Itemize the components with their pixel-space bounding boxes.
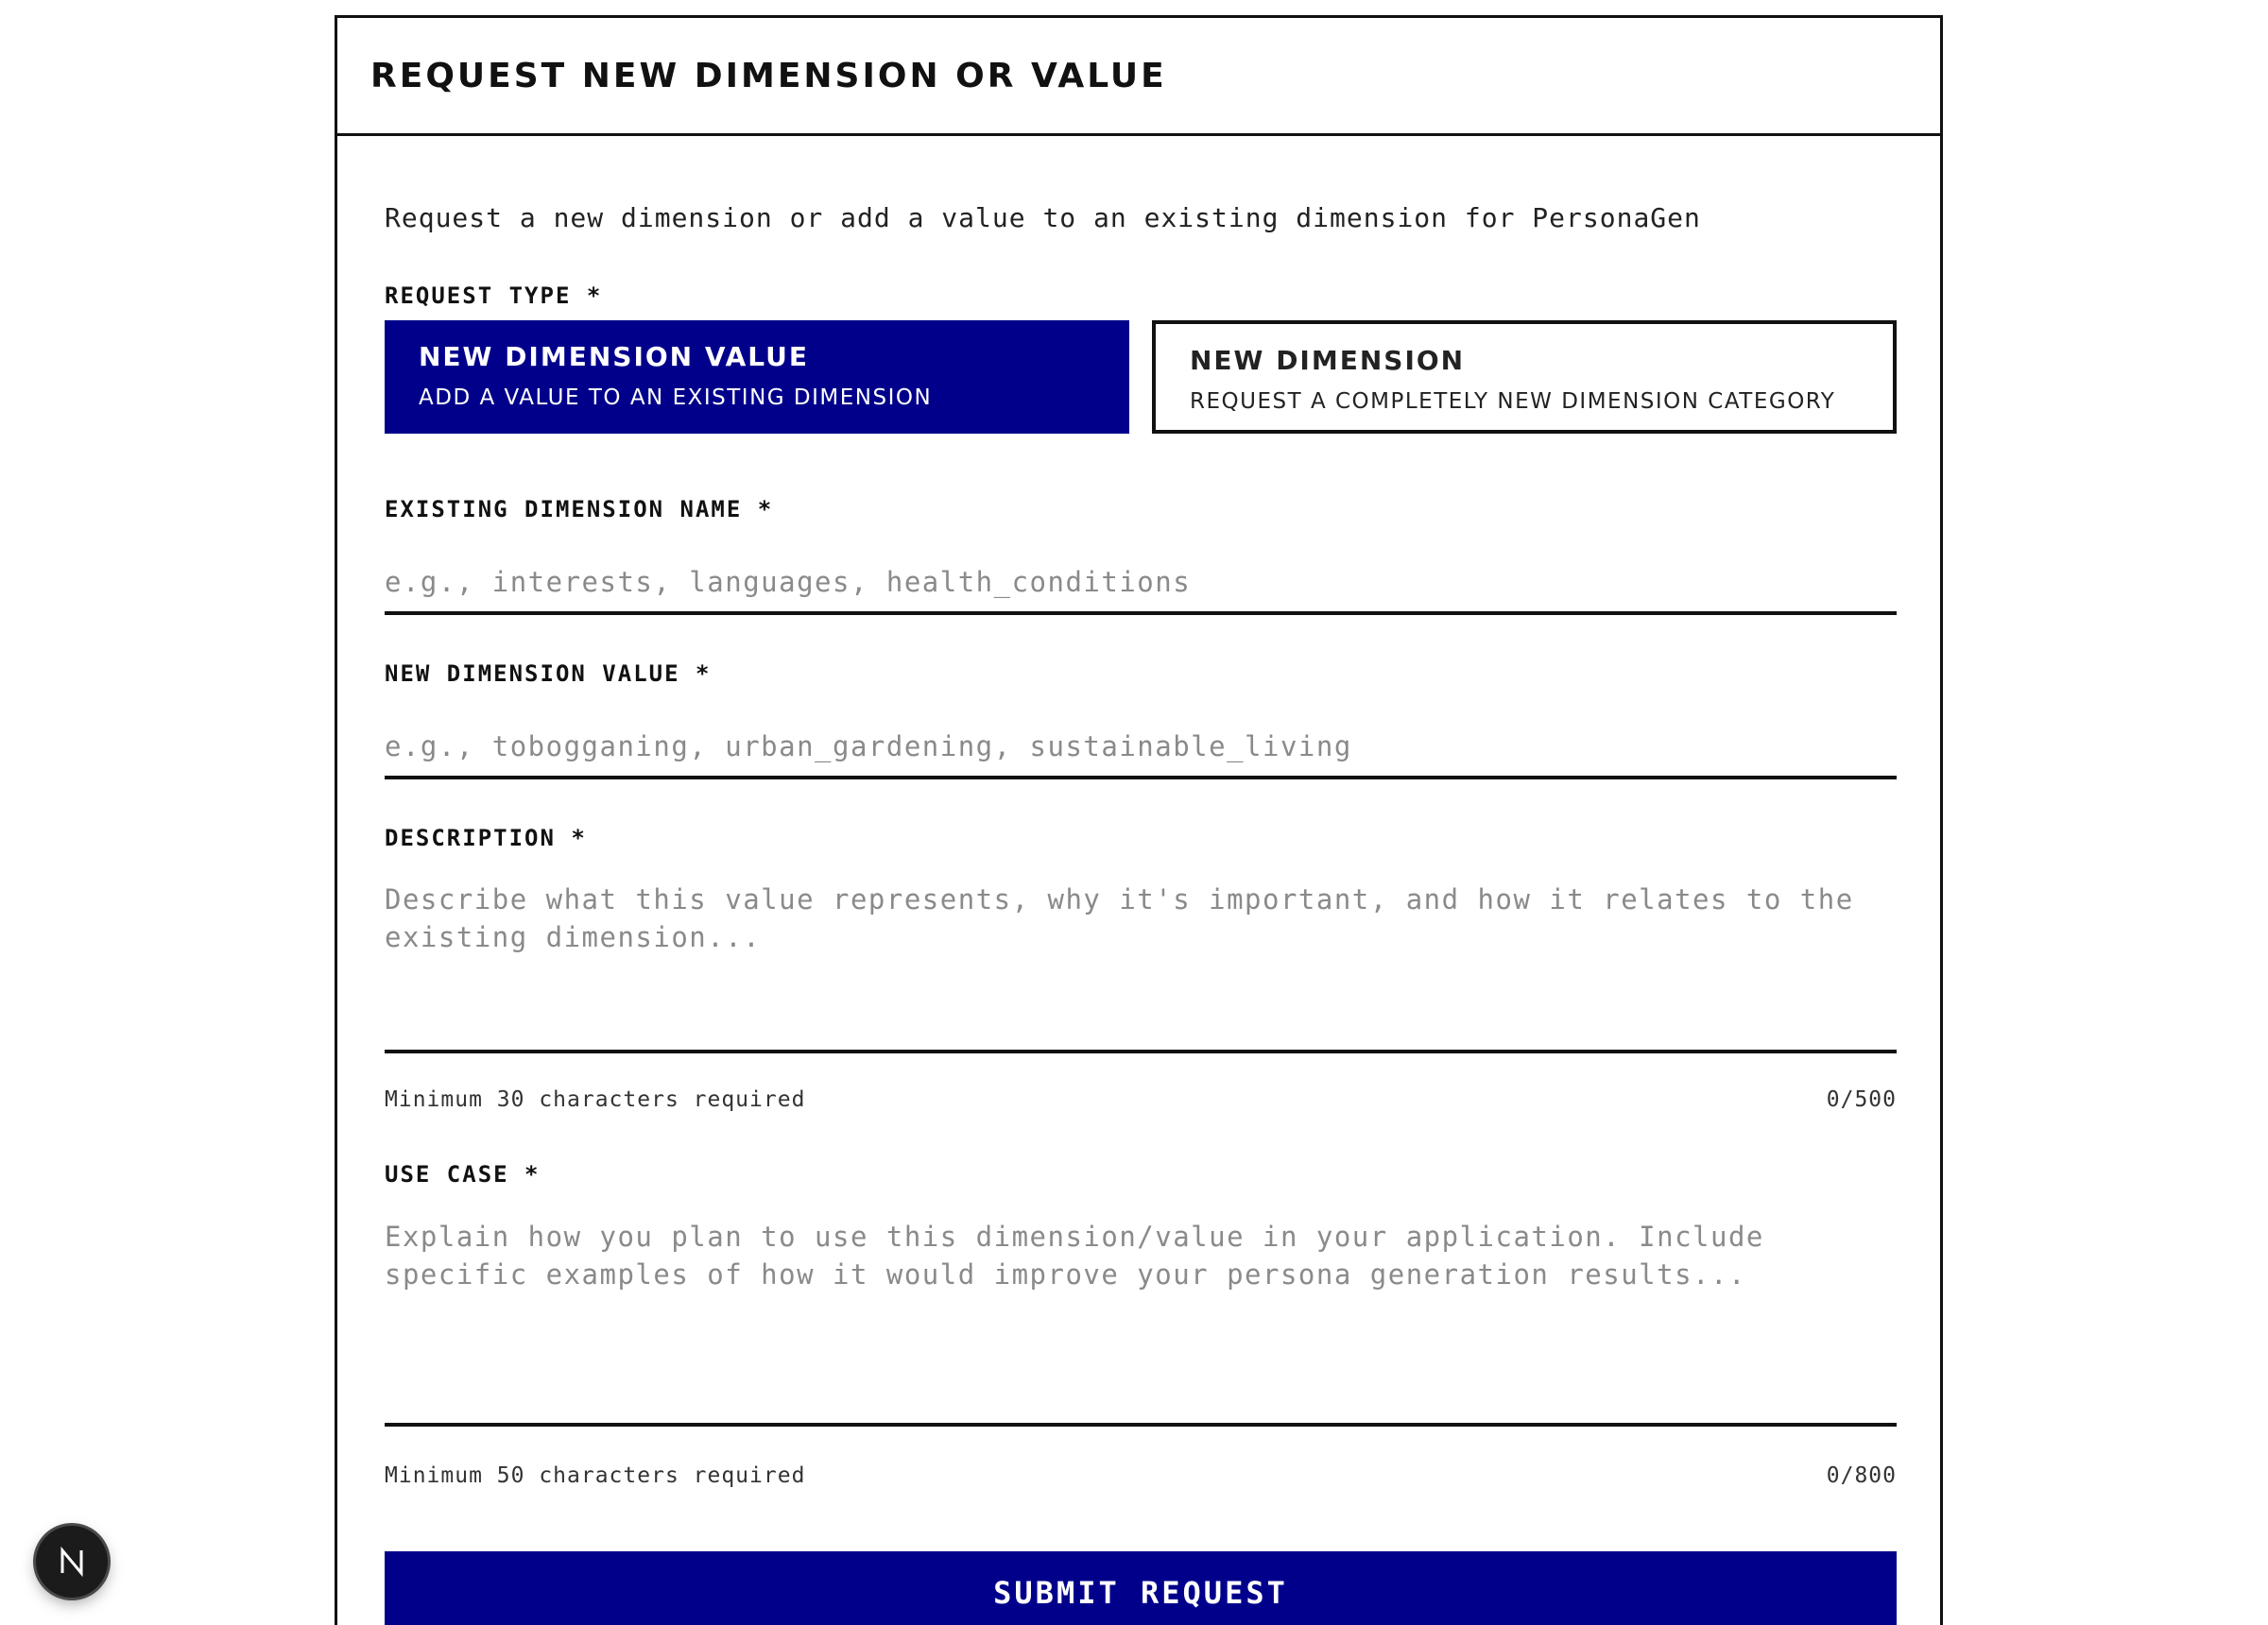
dev-tools-badge[interactable] <box>36 1526 108 1598</box>
option-subtitle: REQUEST A COMPLETELY NEW DIMENSION CATEGORY <box>1190 389 1836 414</box>
existing-dimension-input[interactable] <box>385 553 1897 615</box>
intro-text: Request a new dimension or add a value to an existing dimension for PersonaGen <box>385 202 1701 233</box>
new-value-input[interactable] <box>385 717 1897 779</box>
page-title: REQUEST NEW DIMENSION OR VALUE <box>370 56 1167 95</box>
option-title: NEW DIMENSION <box>1190 345 1466 376</box>
description-textarea[interactable] <box>385 881 1897 1053</box>
use-case-hint: Minimum 50 characters required <box>385 1463 806 1488</box>
use-case-textarea[interactable] <box>385 1218 1897 1427</box>
description-hint: Minimum 30 characters required <box>385 1087 806 1112</box>
request-form-panel <box>335 15 1943 1625</box>
option-subtitle: ADD A VALUE TO AN EXISTING DIMENSION <box>419 385 933 410</box>
existing-dimension-label: EXISTING DIMENSION NAME * <box>385 496 774 522</box>
use-case-label: USE CASE * <box>385 1161 541 1188</box>
option-new-dimension[interactable] <box>1152 320 1897 434</box>
option-new-dimension-value[interactable] <box>385 320 1129 434</box>
option-title: NEW DIMENSION VALUE <box>419 341 809 372</box>
panel-header <box>337 18 1940 136</box>
use-case-char-counter: 0/800 <box>1826 1463 1897 1488</box>
submit-request-button[interactable]: SUBMIT REQUEST <box>385 1551 1897 1625</box>
description-label: DESCRIPTION * <box>385 825 587 851</box>
new-value-label: NEW DIMENSION VALUE * <box>385 660 712 687</box>
request-type-label: REQUEST TYPE * <box>385 282 603 309</box>
n-logo-icon <box>55 1545 89 1579</box>
description-char-counter: 0/500 <box>1826 1087 1897 1112</box>
